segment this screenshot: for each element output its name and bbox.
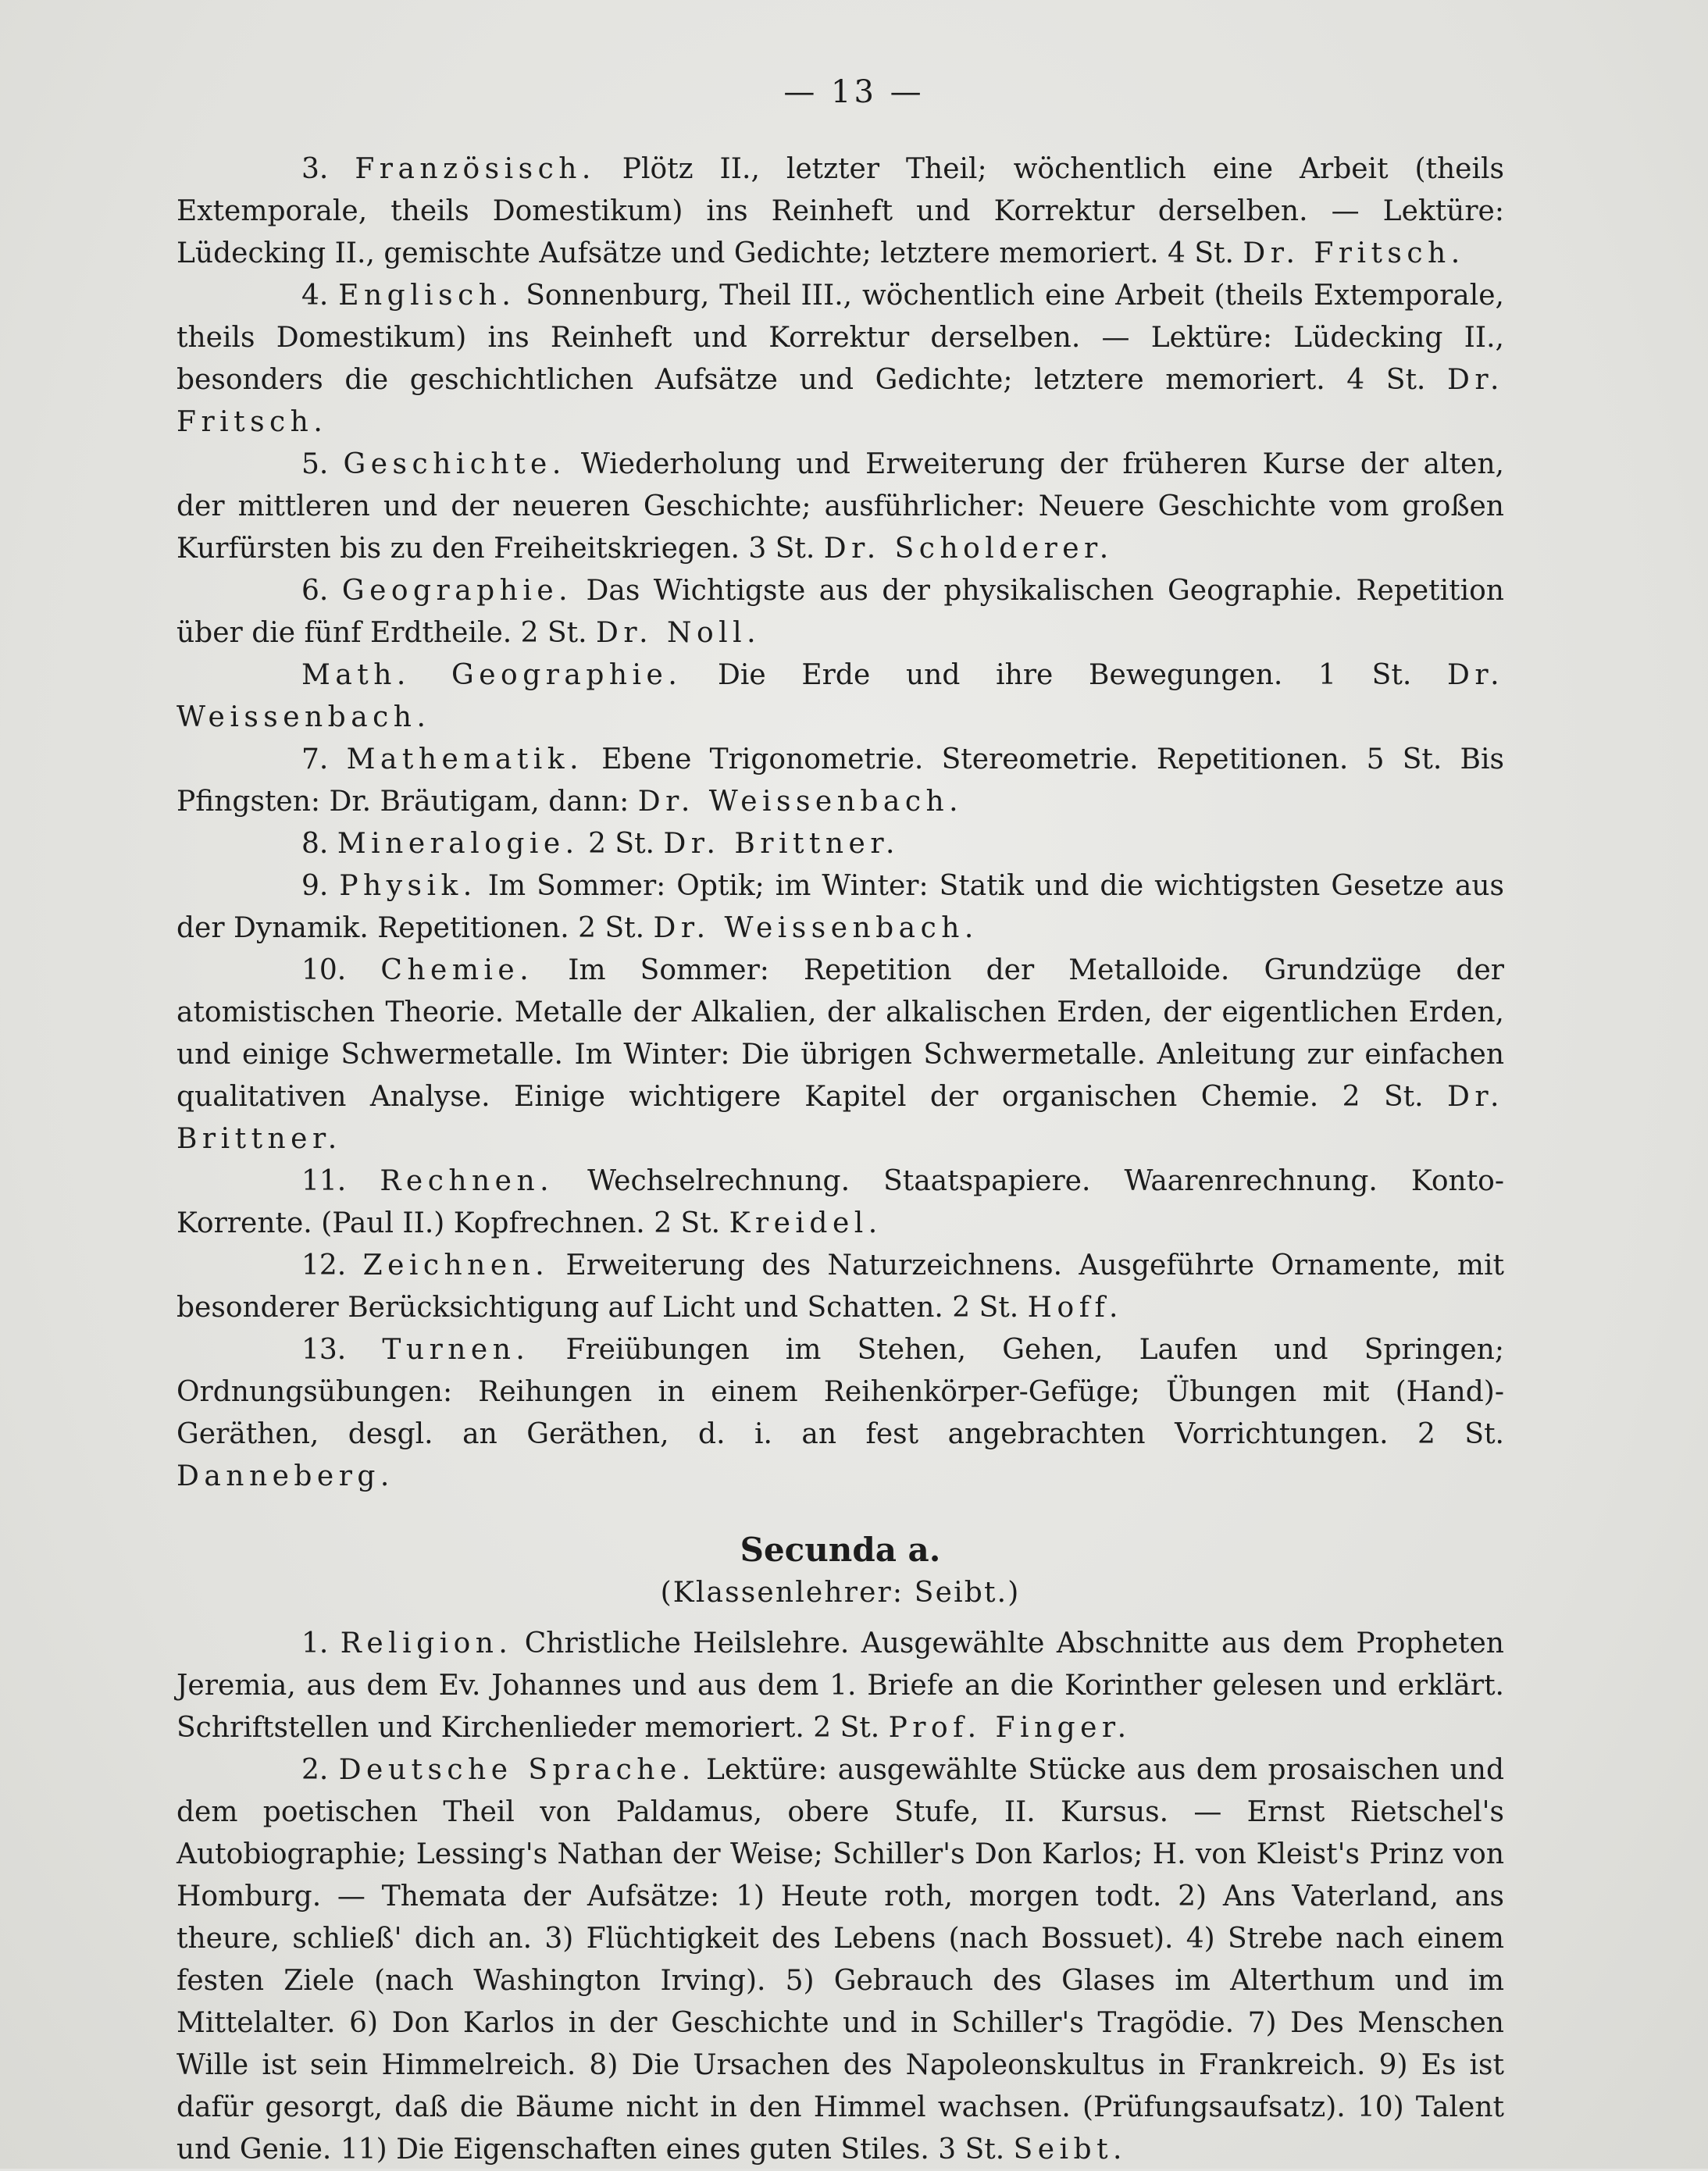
teacher-name: Dr. Weissenbach. <box>177 659 1505 733</box>
subject-entry <box>177 570 1504 654</box>
subject-name: Religion. <box>340 1627 513 1659</box>
teacher-name: Dr. Brittner. <box>177 1081 1504 1155</box>
subject-entry <box>177 739 1504 823</box>
subject-entry <box>177 1160 1504 1245</box>
page-number: — 13 — <box>783 74 925 110</box>
entry-text: Wiederholung und Erweiterung der früheren Kurse der alten, der mittleren und der neueren Geschichte; ausführlicher: Neuere Geschichte vom großen Kurfürsten bis zu den Freiheitskriegen. 3 St. <box>177 448 1504 565</box>
teacher-name: Dr. Weissenbach. <box>637 786 964 818</box>
teacher-name: Dr. Fritsch. <box>177 364 1504 438</box>
section-title: Secunda a. <box>740 1531 941 1569</box>
subject-entry <box>177 1623 1504 1749</box>
entry-text: Plötz II., letzter Theil; wöchentlich eine Arbeit (theils Extemporale, theils Domestikum) ins Reinheft und Korrektur derselben. — Lektüre: Lüdecking II., gemischte Aufsätze und Gedichte; letztere memoriert. 4 St. <box>177 153 1504 269</box>
teacher-name: Prof. Finger. <box>888 1712 1132 1744</box>
subject-name: Mathematik. <box>346 743 584 775</box>
entry-text: Die Erde und ihre Bewegungen. 1 St. <box>718 659 1412 691</box>
subject-name: Rechnen. <box>380 1165 554 1197</box>
subject-entry <box>177 654 1504 739</box>
entry-number: 1. <box>301 1627 329 1659</box>
entry-text: Im Sommer: Optik; im Winter: Statik und die wichtigsten Gesetze aus der Dynamik. Repetitionen. 2 St. <box>177 870 1505 944</box>
entry-number: 7. <box>301 743 329 775</box>
teacher-name: Kreidel. <box>729 1207 883 1239</box>
teacher-name: Dr. Scholderer. <box>823 533 1114 565</box>
teacher-name: Dr. Noll. <box>596 617 761 649</box>
subject-list <box>177 148 1504 1498</box>
teacher-name: Dr. Weissenbach. <box>653 912 979 944</box>
entry-number: 2. <box>301 1754 329 1786</box>
entry-number: 11. <box>301 1165 347 1197</box>
entry-text: Freiübungen im Stehen, Gehen, Laufen und Springen; Ordnungsübungen: Reihungen in einem Reihenkörper-Gefüge; Übungen mit (Hand)-Geräthen, desgl. an Geräthen, d. i. an fest angebrachten Vorrichtungen. 2 St. <box>177 1334 1504 1450</box>
entry-text: Im Sommer: Repetition der Metalloide. Grundzüge der atomistischen Theorie. Metalle der Alkalien, der alkalischen Erden, der eigentlichen Erden, und einige Schwermetalle. Im Winter: Die übrigen Schwermetalle. Anleitung zur einfachen qualitativen Analyse. Einige wichtigere Kapitel der organischen Chemie. 2 St. <box>177 954 1504 1113</box>
entry-text: Erweiterung des Naturzeichnens. Ausgeführte Ornamente, mit besonderer Berücksichtigung auf Licht und Schatten. 2 St. <box>177 1249 1504 1324</box>
teacher-name: Seibt. <box>1013 2134 1127 2166</box>
subject-entry <box>177 1749 1504 2171</box>
subject-name: Physik. <box>339 870 477 902</box>
entry-text: 2 St. <box>588 828 654 860</box>
teacher-name: Hoff. <box>1027 1292 1123 1324</box>
subject-entry <box>177 444 1504 570</box>
subject-name: Turnen. <box>382 1334 530 1366</box>
subject-name: Englisch. <box>338 280 516 312</box>
entry-number: 10. <box>301 954 347 986</box>
subject-entry <box>177 950 1504 1160</box>
entry-text: Wechselrechnung. Staatspapiere. Waarenrechnung. Konto-Korrente. (Paul II.) Kopfrechnen. 2 St. <box>177 1165 1504 1239</box>
subject-entry <box>177 823 1504 865</box>
document-body <box>177 148 1504 2171</box>
entry-number: 8. <box>301 828 329 860</box>
subject-entry <box>177 865 1504 950</box>
entry-number: 3. <box>301 153 329 185</box>
entry-number: 6. <box>301 575 329 607</box>
subject-name: Geographie. <box>341 575 573 607</box>
entry-text: Christliche Heilslehre. Ausgewählte Abschnitte aus dem Propheten Jeremia, aus dem Ev. Johannes und aus dem 1. Briefe an die Korinther gelesen und erklärt. Schriftstellen und Kirchenlieder memoriert. 2 St. <box>177 1627 1504 1744</box>
class-teacher: (Klassenlehrer: Seibt.) <box>660 1577 1021 1609</box>
subject-name: Geschichte. <box>343 448 566 480</box>
teacher-name: Dr. Brittner. <box>663 828 900 860</box>
section-subject-list <box>177 1623 1504 2171</box>
entry-number: 4. <box>301 280 329 312</box>
subject-name: Zeichnen. <box>362 1249 550 1282</box>
subject-name: Mineralogie. <box>337 828 579 860</box>
subject-name: Chemie. <box>380 954 534 986</box>
subject-name: Französisch. <box>355 153 596 185</box>
entry-text: Ebene Trigonometrie. Stereometrie. Repetitionen. 5 St. Bis Pfingsten: Dr. Bräutigam, dann: <box>177 743 1504 818</box>
entry-text: Das Wichtigste aus der physikalischen Geographie. Repetition über die fünf Erdtheile. 2 St. <box>177 575 1504 649</box>
entry-number: 13. <box>301 1334 347 1366</box>
teacher-name: Dr. Fritsch. <box>1243 237 1465 269</box>
entry-number: 12. <box>301 1249 347 1282</box>
teacher-name: Danneberg. <box>177 1460 394 1492</box>
entry-text: Sonnenburg, Theil III., wöchentlich eine Arbeit (theils Extemporale, theils Domestikum) ins Reinheft und Korrektur derselben. — Lektüre: Lüdecking II., besonders die geschichtlichen Aufsätze und Gedichte; letztere memoriert. 4 St. <box>177 280 1505 396</box>
entry-number: 9. <box>301 870 329 902</box>
entry-number: 5. <box>301 448 329 480</box>
subject-entry <box>177 1245 1504 1329</box>
subject-name: Math. Geographie. <box>301 659 683 691</box>
subject-entry <box>177 148 1504 275</box>
subject-entry <box>177 1329 1504 1498</box>
subject-entry <box>177 275 1504 444</box>
subject-name: Deutsche Sprache. <box>338 1754 696 1786</box>
entry-text: Lektüre: ausgewählte Stücke aus dem prosaischen und dem poetischen Theil von Paldamus, obere Stufe, II. Kursus. — Ernst Rietschel's Autobiographie; Lessing's Nathan der Weise; Schiller's Don Karlos; H. von Kleist's Prinz von Homburg. — Themata der Aufsätze: 1) Heute roth, morgen todt. 2) Ans Vaterland, ans theure, schließ' dich an. 3) Flüchtigkeit des Lebens (nach Bossuet). 4) Strebe nach einem festen Ziele (nach Washington Irving). 5) Gebrauch des Glases im Alterthum und im Mittelalter. 6) Don Karlos in der Geschichte und in Schiller's Tragödie. 7) Des Menschen Wille ist sein Himmelreich. 8) Die Ursachen des Napoleonskultus in Frankreich. 9) Es ist dafür gesorgt, daß die Bäume nicht in den Himmel wachsen. (Prüfungsaufsatz). 10) Talent und Genie. 11) Die Eigenschaften eines guten Stiles. 3 St. <box>177 1754 1504 2166</box>
